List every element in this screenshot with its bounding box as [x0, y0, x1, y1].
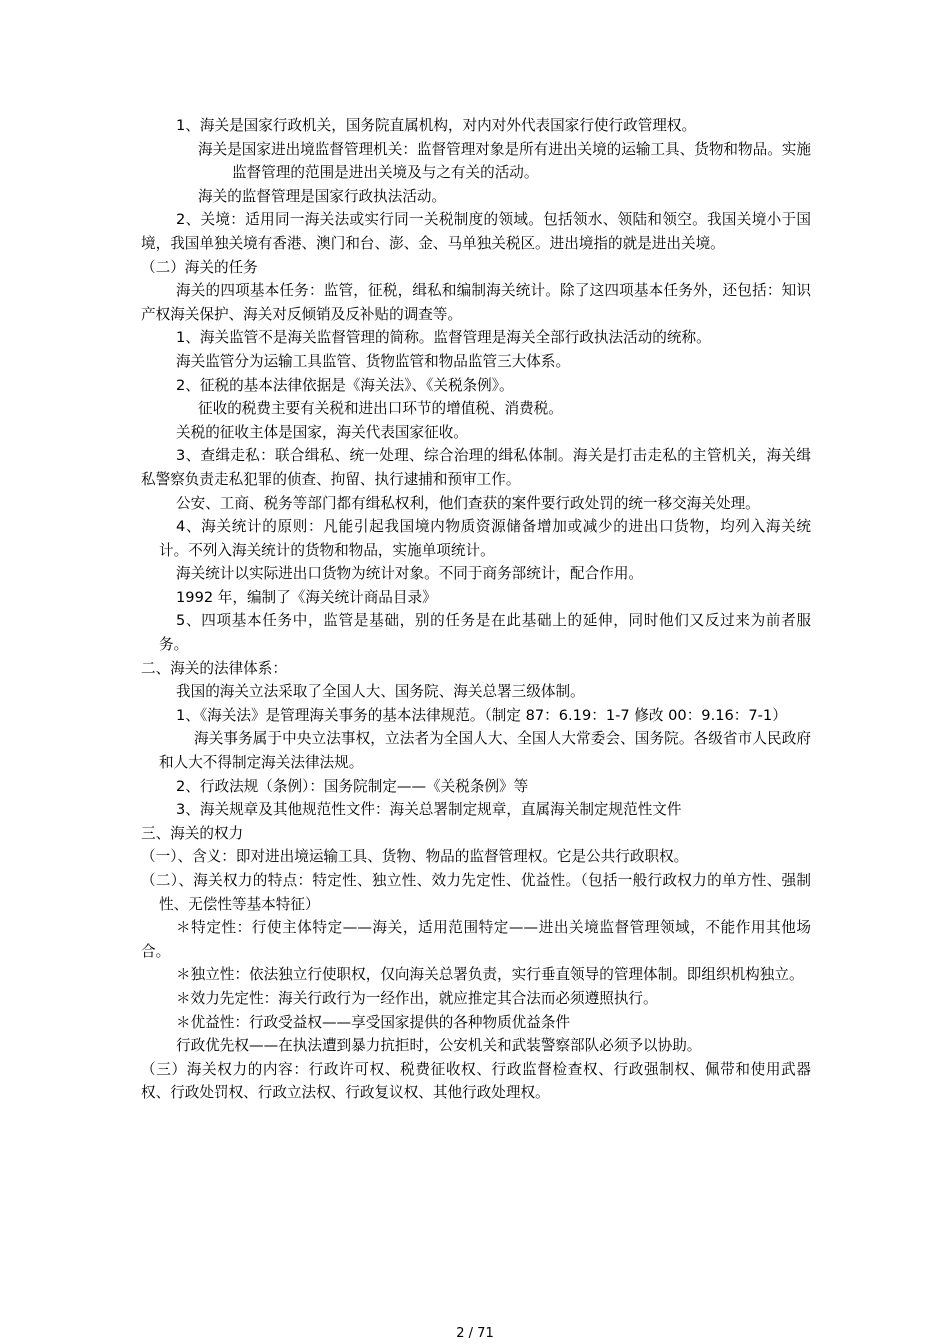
paragraph: 1、海关是国家行政机关，国务院直属机构，对内对外代表国家行使行政管理权。	[176, 117, 697, 134]
paragraph: 2、关境：适用同一海关法或实行同一关税制度的领域。包括领水、领陆和领空。我国关境小于国境，我国单独关境有香港、澳门和台、澎、金、马单独关税区。进出境指的就是进出关境。	[141, 211, 811, 252]
paragraph: 海关是国家进出境监督管理机关：监督管理对象是所有进出关境的运输工具、货物和物品。实施监督管理的范围是进出关境及与之有关的活动。	[198, 140, 811, 182]
paragraph: 公安、工商、税务等部门都有缉私权利，他们查获的案件要行政处罚的统一移交海关处理。	[176, 494, 760, 512]
paragraph: 海关事务属于中央立法事权，立法者为全国人大、全国人大常委会、国务院。各级省市人民政府和人大不得制定海关法律法规。	[159, 730, 811, 772]
paragraph: ＊特定性：行使主体特定——海关，适用范围特定——进出关境监督管理领域，不能作用其他场合。	[141, 919, 811, 960]
paragraph: 1、海关监管不是海关监督管理的简称。监督管理是海关全部行政执法活动的统称。	[176, 329, 711, 347]
paragraph: （二）、海关权力的特点：特定性、独立性、效力先定性、优益性。（包括一般行政权力的单方性、强制性、无偿性等基本特征）	[141, 872, 811, 913]
paragraph: 海关的监督管理是国家行政执法活动。	[198, 187, 447, 205]
paragraph: 1、《海关法》是管理海关事务的基本法律规范。（制定 87：6.19：1-7 修改 00：9.16：7-1）	[176, 706, 787, 724]
paragraph: （一）、含义：即对进出境运输工具、货物、物品的监督管理权。它是公共行政职权。	[141, 848, 689, 866]
paragraph: 2、行政法规（条例）：国务院制定——《关税条例》等	[176, 777, 529, 795]
paragraph: ＊独立性：依法独立行使职权，仅向海关总署负责，实行垂直领导的管理体制。即组织机构独立。	[176, 966, 804, 984]
paragraph: 我国的海关立法采取了全国人大、国务院、海关总署三级体制。	[176, 683, 585, 701]
paragraph: 2、征税的基本法律依据是《海关法》、《关税条例》。	[176, 376, 514, 394]
paragraph: 4、海关统计的原则：凡能引起我国境内物质资源储备增加或减少的进出口货物，均列入海关统计。不列入海关统计的货物和物品，实施单项统计。	[159, 518, 811, 559]
paragraph: 海关统计以实际进出口货物为统计对象。不同于商务部统计，配合作用。	[176, 565, 644, 583]
paragraph: 关税的征收主体是国家，海关代表国家征收。	[176, 423, 468, 441]
paragraph: 海关监管分为运输工具监管、货物监管和物品监管三大体系。	[176, 352, 571, 370]
paragraph: 征收的税费主要有关税和进出口环节的增值税、消费税。	[198, 400, 563, 418]
document-body	[141, 114, 811, 1105]
paragraph: ＊效力先定性：海关行政行为一经作出，就应推定其合法而必须遵照执行。	[176, 989, 658, 1007]
paragraph: 三、海关的权力	[141, 824, 244, 842]
paragraph: （三）海关权力的内容：行政许可权、税费征收权、行政监督检查权、行政强制权、佩带和使用武器权、行政处罚权、行政立法权、行政复议权、其他行政处理权。	[141, 1060, 811, 1102]
paragraph: 1992 年，编制了《海关统计商品目录》	[176, 588, 437, 606]
paragraph: ＊优益性：行政受益权——享受国家提供的各种物质优益条件	[176, 1013, 571, 1031]
paragraph: （二）海关的任务	[141, 258, 258, 276]
paragraph: 海关的四项基本任务：监管，征税，缉私和编制海关统计。除了这四项基本任务外，还包括：知识产权海关保护、海关对反倾销及反补贴的调查等。	[141, 282, 811, 323]
paragraph: 二、海关的法律体系：	[141, 659, 287, 677]
paragraph: 行政优先权——在执法遭到暴力抗拒时，公安机关和武装警察部队必须予以协助。	[176, 1037, 702, 1055]
paragraph: 3、查缉走私：联合缉私、统一处理、综合治理的缉私体制。海关是打击走私的主管机关，海关缉私警察负责走私犯罪的侦查、拘留、执行逮捕和预审工作。	[141, 447, 811, 488]
paragraph: 5、四项基本任务中，监管是基础，别的任务是在此基础上的延伸，同时他们又反过来为前者服务。	[159, 612, 811, 654]
paragraph: 3、海关规章及其他规范性文件：海关总署制定规章，直属海关制定规范性文件	[176, 801, 682, 819]
page-number: 2 / 71	[456, 1326, 494, 1341]
